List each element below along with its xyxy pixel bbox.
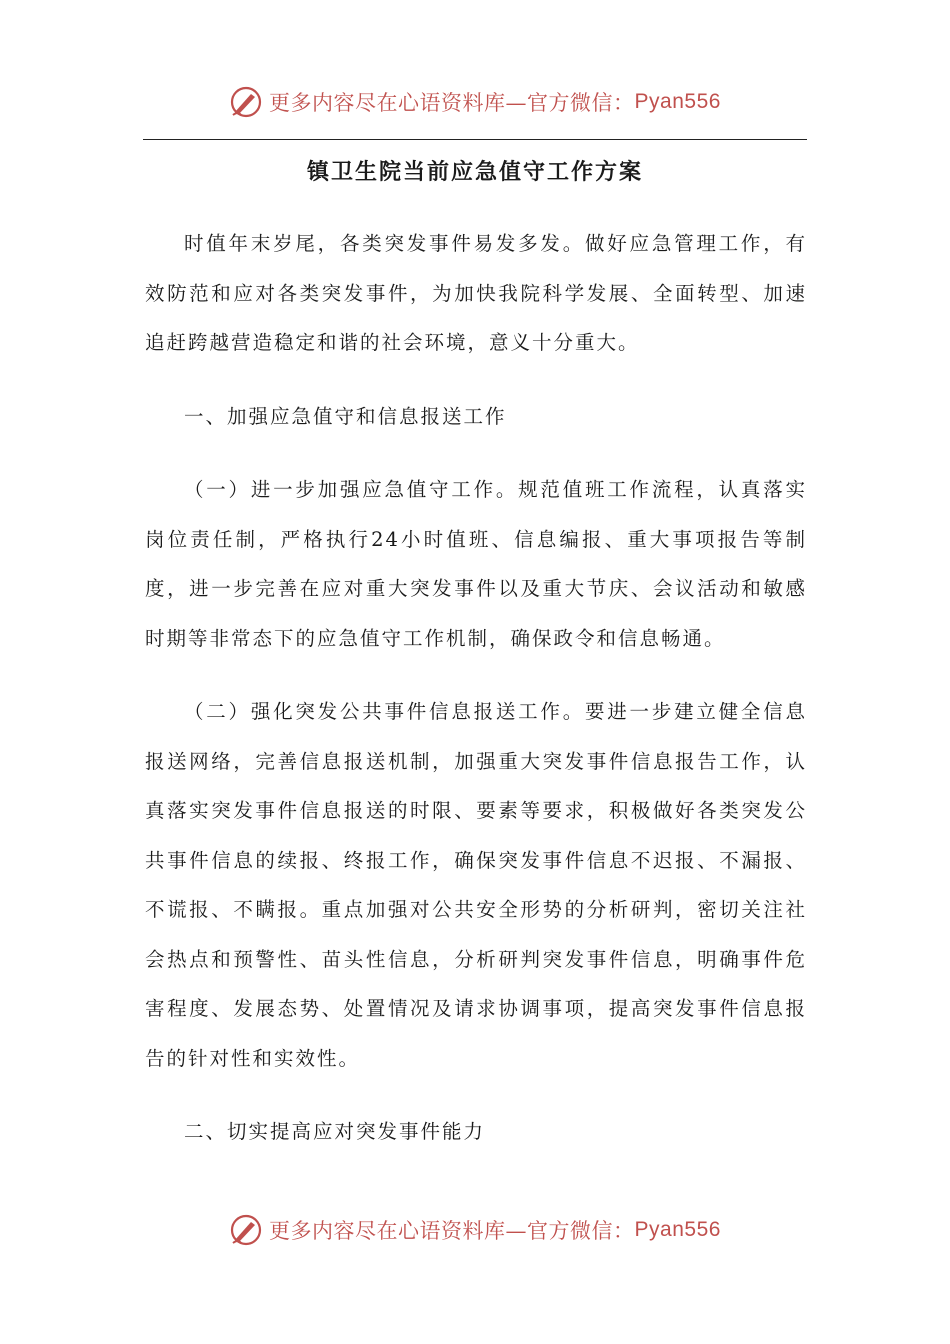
section-heading-2: 二、切实提高应对突发事件能力 [184, 1120, 486, 1143]
header-divider [143, 139, 807, 140]
document-title: 镇卫生院当前应急值守工作方案 [306, 160, 643, 185]
document-body [145, 219, 807, 1181]
banner-text: 更多内容尽在心语资料库—官方微信： [269, 91, 635, 115]
paragraph-1-2: （二）强化突发公共事件信息报送工作。要进一步建立健全信息报送网络，完善信息报送机制，加强重大突发事件信息报告工作，认真落实突发事件信息报送的时限、要素等要求，积极做好各类突发公共事件信息的续报、终报工作，确保突发事件信息不迟报、不漏报、不谎报、不瞒报。重点加强对公共安全形势的分析研判，密切关注社会热点和预警性、苗头性信息，分析研判突发事件信息，明确事件危害程度、发展态势、处置情况及请求协调事项，提高突发事件信息报告的针对性和实效性。 [145, 700, 807, 1070]
pen-logo-icon [229, 85, 263, 119]
banner-text: 更多内容尽在心语资料库—官方微信： [269, 1219, 635, 1243]
pen-logo-icon [229, 1213, 263, 1247]
paragraph-1-1: （一）进一步加强应急值守工作。规范值班工作流程，认真落实岗位责任制，严格执行24小时值班、信息编报、重大事项报告等制度，进一步完善在应对重大突发事件以及重大节庆、会议活动和敏感时期等非常态下的应急值守工作机制，确保政令和信息畅通。 [145, 478, 807, 650]
footer-banner [0, 1210, 950, 1250]
section-heading-1: 一、加强应急值守和信息报送工作 [184, 404, 507, 428]
paragraph-intro: 时值年末岁尾，各类突发事件易发多发。做好应急管理工作，有效防范和应对各类突发事件，为加快我院科学发展、全面转型、加速追赶跨越营造稳定和谐的社会环境，意义十分重大。 [145, 232, 807, 354]
wechat-id: Pyan556 [634, 1218, 721, 1241]
header-banner [0, 82, 950, 122]
wechat-id: Pyan556 [634, 90, 721, 113]
